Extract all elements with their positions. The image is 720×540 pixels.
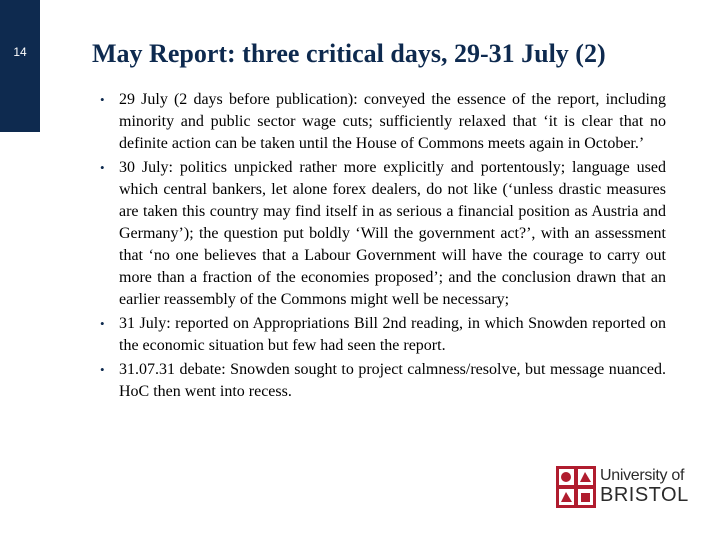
list-item [100,89,666,155]
bullet-icon: • [100,92,105,107]
crest-sun-icon [561,472,571,482]
logo-text-bristol: BRISTOL [600,484,689,506]
university-logo [556,464,691,508]
bristol-crest-icon [556,466,596,508]
bullet-text: 30 July: politics unpicked rather more explicitly and portentously; language used which central bankers, let alone forex dealers, do not like (‘unless drastic measures are taken this country may find itself in as serious a financial position as Austria and Germany’); the question put boldly ‘Will the government act?’, with an assessment that ‘no one believes that a Labour Government will have the courage to carry out more than a fraction of the economies proposed’; and the conclusion drawn that an earlier reassembly of the Commons might well be necessary; [119,159,666,308]
bullet-icon: • [100,316,105,331]
list-item [100,157,666,311]
sidebar-navy-band [0,0,40,132]
bullet-text: 29 July (2 days before publication): conveyed the essence of the report, including minority and public sector wage cuts; sufficiently relaxed that ‘it is clear that no definite action can be taken until the House of Commons meets again in October.’ [119,91,666,152]
bullet-icon: • [100,362,105,377]
logo-text-university: University of [600,467,685,484]
list-item [100,359,666,403]
left-sidebar [0,0,40,540]
bullet-text: 31 July: reported on Appropriations Bill 2nd reading, in which Snowden reported on the economic situation but few had seen the report. [119,315,666,354]
bullet-icon: • [100,160,105,175]
crest-book-icon [581,493,590,502]
bullet-list [100,89,666,405]
sidebar-light-band [0,132,40,540]
bullet-text: 31.07.31 debate: Snowden sought to project calmness/resolve, but message nuanced. HoC then went into recess. [119,361,666,400]
list-item [100,313,666,357]
slide-title: May Report: three critical days, 29-31 July (2) [92,39,606,68]
slide-number: 14 [13,45,27,59]
